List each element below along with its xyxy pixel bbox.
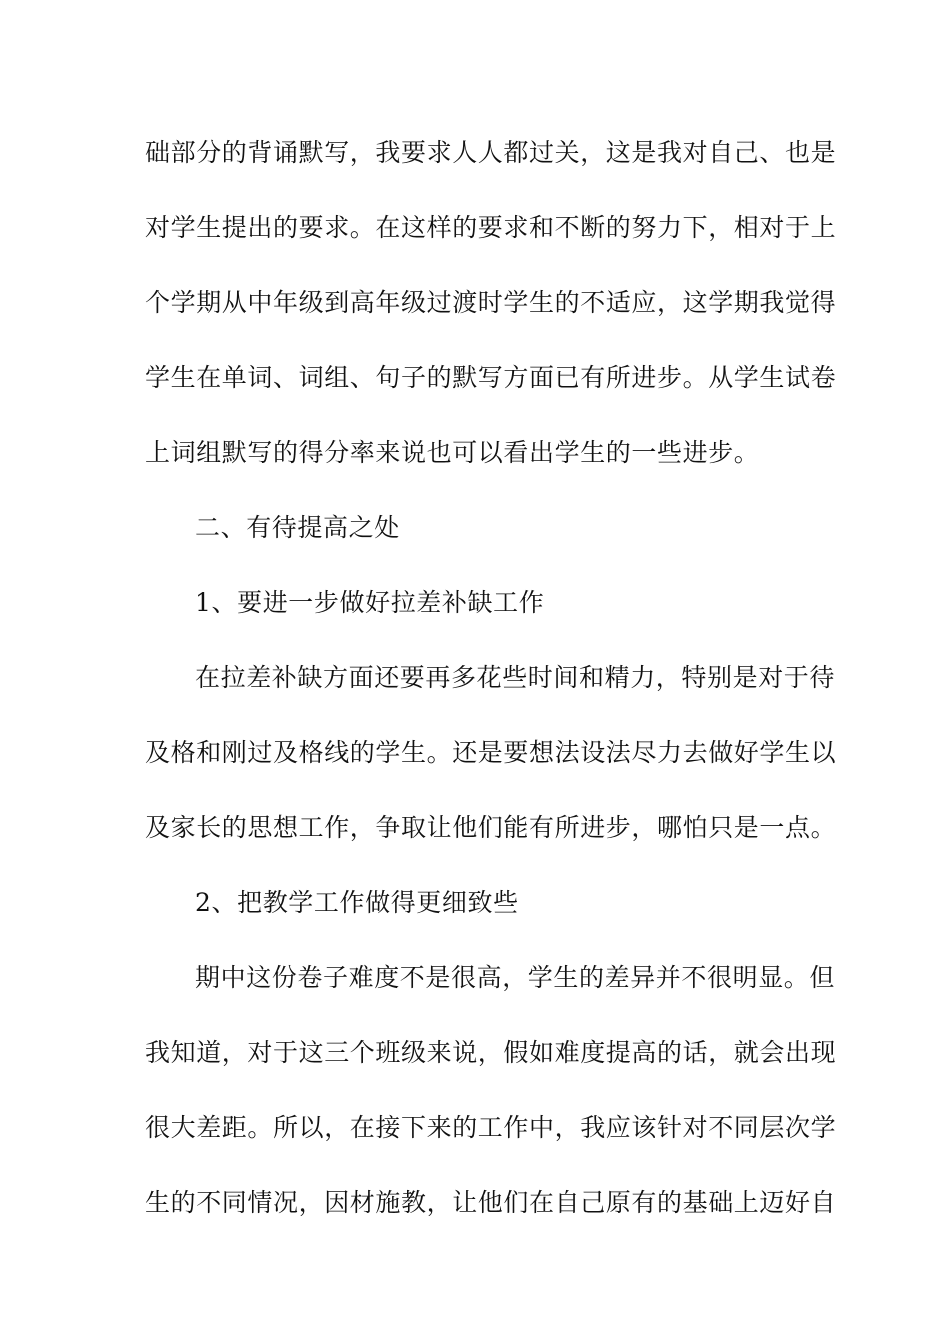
- subsection-heading: 1、要进一步做好拉差补缺工作: [195, 588, 545, 617]
- body-text-line: 我知道，对于这三个班级来说，假如难度提高的话，就会出现: [145, 1038, 837, 1067]
- body-text-line: 生的不同情况，因材施教，让他们在自己原有的基础上迈好自: [145, 1188, 837, 1217]
- body-text-line: 很大差距。所以，在接下来的工作中，我应该针对不同层次学: [145, 1113, 837, 1142]
- body-text-line: 学生在单词、词组、句子的默写方面已有所进步。从学生试卷: [145, 363, 837, 392]
- subsection-heading: 2、把教学工作做得更细致些: [195, 888, 519, 917]
- document-body: [145, 127, 837, 1252]
- paragraph-first-line: 在拉差补缺方面还要再多花些时间和精力，特别是对于待: [195, 663, 836, 692]
- body-text-line: 及家长的思想工作，争取让他们能有所进步，哪怕只是一点。: [145, 813, 837, 842]
- body-text-line: 个学期从中年级到高年级过渡时学生的不适应，这学期我觉得: [145, 288, 837, 317]
- body-text-line: 础部分的背诵默写，我要求人人都过关，这是我对自己、也是: [145, 138, 837, 167]
- body-text-line: 对学生提出的要求。在这样的要求和不断的努力下，相对于上: [145, 213, 837, 242]
- body-text-line: 及格和刚过及格线的学生。还是要想法设法尽力去做好学生以: [145, 738, 837, 767]
- body-text-line: 上词组默写的得分率来说也可以看出学生的一些进步。: [145, 438, 760, 467]
- section-heading: 二、有待提高之处: [195, 513, 400, 542]
- paragraph-first-line: 期中这份卷子难度不是很高，学生的差异并不很明显。但: [195, 963, 836, 992]
